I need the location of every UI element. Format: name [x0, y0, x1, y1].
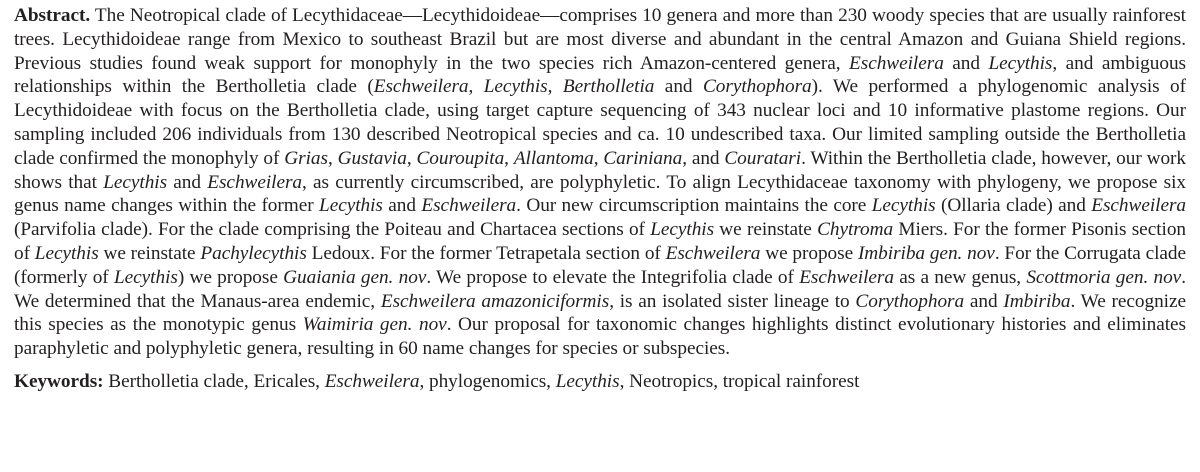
text-run: , Neotropics, tropical rainforest	[619, 370, 860, 392]
text-run: we reinstate	[98, 242, 201, 264]
italic-taxon-name: Corythophora	[855, 290, 965, 312]
text-run: . For the Corrugata clade (formerly of	[14, 242, 1186, 288]
text-run: Miers. For the former Pisonis section of	[14, 219, 1186, 264]
italic-taxon-name: Lecythis	[555, 370, 620, 392]
keywords-paragraph	[14, 370, 1186, 394]
text-run: ,	[593, 147, 604, 169]
italic-taxon-name: Imbiriba	[1003, 290, 1071, 312]
text-run: . We propose to elevate the Integrifolia clade of	[426, 266, 800, 288]
text-run: . We recognize this species as the monotypic genus	[14, 290, 1186, 336]
italic-taxon-name: Lecythis	[103, 171, 168, 193]
text-run: , and ambiguous relationships within the Bertholletia clade (	[14, 52, 1186, 98]
text-run: , is an isolated sister lineage to	[609, 290, 856, 312]
italic-taxon-name: Eschweilera	[207, 171, 303, 193]
text-run: (Parvifolia clade). For the clade comprising the Poiteau and Chartacea sections of	[14, 219, 651, 241]
keywords-heading: Keywords:	[14, 370, 104, 392]
text-run: Ledoux. For the former Tetrapetala section of	[306, 242, 666, 264]
text-run: ,	[327, 147, 338, 169]
italic-taxon-name: Eschweilera	[373, 76, 469, 98]
italic-taxon-name: Bertholletia	[562, 76, 655, 98]
italic-taxon-name: Grias	[284, 147, 328, 169]
text-run: and	[964, 290, 1004, 312]
text-run: ). We performed a phylogenomic analysis of Lecythidoideae with focus on the Bertholletia clade, using target capture sequencing of 343 nuclear loci and 10 informative plastome regions. Our sampling included 206 individuals from 130 described Neotropical species and ca. 10 undescribed taxa. Our limited sampling outside the Bertholletia clade confirmed the monophyly of	[14, 76, 1187, 169]
italic-taxon-name: Allantoma	[513, 147, 594, 169]
text-run: (Ollaria clade) and	[935, 195, 1092, 217]
italic-taxon-name: Guaiania gen. nov	[283, 266, 427, 288]
text-run: ,	[547, 76, 563, 98]
italic-taxon-name: Eschweilera	[799, 266, 894, 288]
italic-taxon-name: Imbiriba gen. nov	[857, 242, 995, 264]
italic-taxon-name: Lecythis	[113, 266, 178, 288]
italic-taxon-name: Scottmoria gen. nov	[1026, 266, 1182, 288]
abstract-body	[14, 5, 1186, 359]
text-run: ,	[468, 76, 484, 98]
text-run: The Neotropical clade of Lecythidaceae—Lecythidoideae—comprises 10 genera and more than 230 woody species that are usually rainforest trees. Lecythidoideae range from Mexico to southeast Brazil but are most diverse and abundant in the central Amazon and Guiana Shield regions. Previous studies found weak support for monophyly in the two species rich Amazon-centered genera,	[14, 5, 1186, 74]
text-run: and	[167, 171, 208, 193]
italic-taxon-name: Eschweilera	[324, 370, 420, 392]
text-run: , phylogenomics,	[419, 370, 556, 392]
text-run: Bertholletia clade, Ericales,	[103, 370, 325, 392]
italic-taxon-name: Waimiria gen. nov	[302, 314, 447, 336]
text-run: and	[382, 195, 422, 217]
italic-taxon-name: Lecythis	[319, 195, 383, 217]
text-run: ,	[504, 147, 514, 169]
italic-taxon-name: Couratari	[724, 147, 802, 169]
text-run: ) we propose	[177, 266, 284, 288]
italic-taxon-name: Eschweilera amazoniciformis	[380, 290, 610, 312]
italic-taxon-name: Cariniana	[603, 147, 683, 169]
italic-taxon-name: Lecythis	[483, 76, 548, 98]
italic-taxon-name: Eschweilera	[665, 242, 761, 264]
italic-taxon-name: Lecythis	[34, 242, 99, 264]
italic-taxon-name: Corythophora	[702, 76, 812, 98]
text-run: . We determined that the Manaus-area endemic,	[14, 266, 1186, 312]
abstract-heading: Abstract.	[14, 5, 91, 26]
italic-taxon-name: Eschweilera	[849, 52, 944, 74]
text-run: ,	[406, 147, 417, 169]
italic-taxon-name: Eschweilera	[421, 195, 517, 217]
text-run: we propose	[760, 242, 858, 264]
text-run: , and	[682, 147, 725, 169]
text-run: . Our new circumscription maintains the core	[516, 195, 872, 217]
italic-taxon-name: Lecythis	[988, 52, 1053, 74]
text-run: . Within the Bertholletia clade, however, our work shows that	[14, 147, 1187, 193]
text-run: we reinstate	[714, 219, 818, 241]
text-run: as a new genus,	[893, 266, 1027, 288]
italic-taxon-name: Lecythis	[871, 195, 936, 217]
italic-taxon-name: Pachylecythis	[200, 242, 307, 264]
text-run: and	[654, 76, 703, 98]
text-run: , as currently circumscribed, are polyphyletic. To align Lecythidaceae taxonomy with phylogeny, we propose six genus name changes within the former	[14, 171, 1186, 217]
italic-taxon-name: Gustavia	[337, 147, 407, 169]
italic-taxon-name: Eschweilera	[1091, 195, 1186, 217]
abstract-paragraph	[14, 4, 1186, 361]
text-run: and	[943, 52, 989, 74]
italic-taxon-name: Couroupita	[416, 147, 505, 169]
text-run: . Our proposal for taxonomic changes highlights distinct evolutionary histories and eliminates paraphyletic and polyphyletic genera, resulting in 60 name changes for species or subspecies.	[14, 314, 1187, 360]
italic-taxon-name: Lecythis	[650, 219, 715, 241]
keywords-list	[104, 371, 860, 392]
italic-taxon-name: Chytroma	[817, 219, 894, 241]
